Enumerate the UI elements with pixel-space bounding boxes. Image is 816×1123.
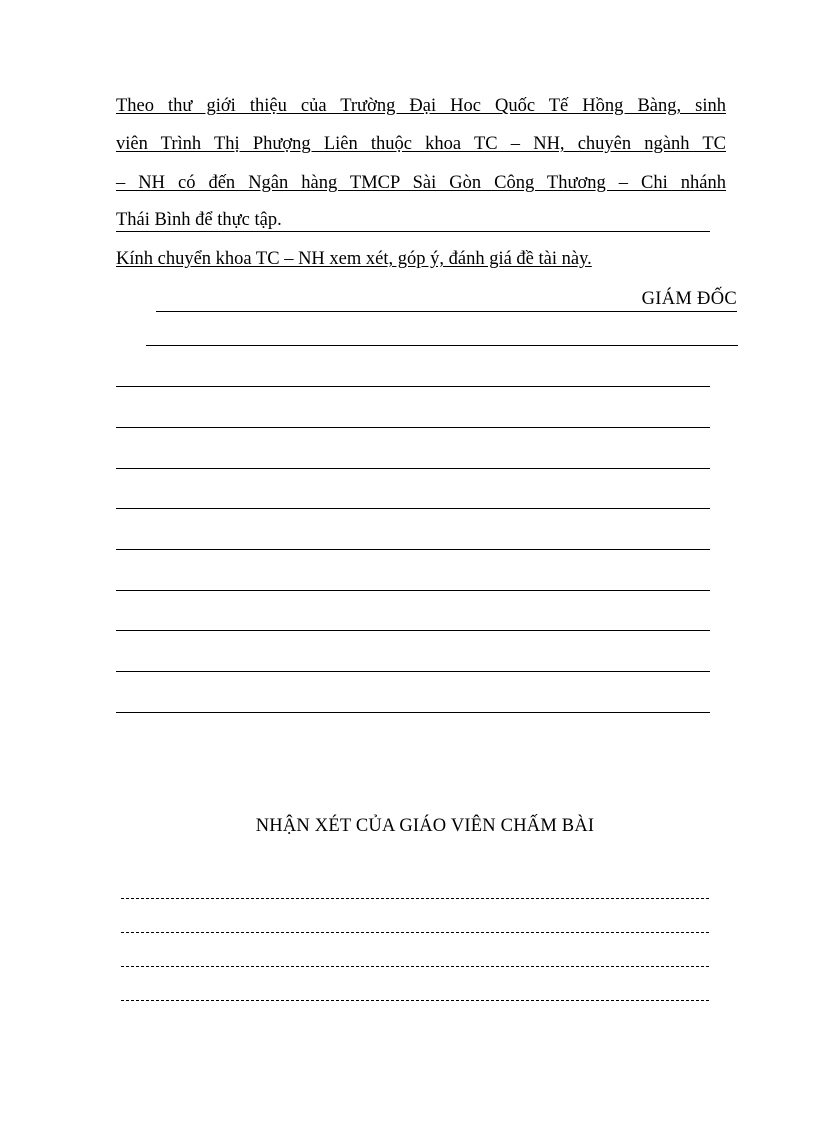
letter-line-4-text: Thái Bình để thực tập. <box>116 210 282 230</box>
blank-line <box>116 468 710 469</box>
blank-line <box>116 508 710 509</box>
blank-line <box>116 427 710 428</box>
dashed-line <box>121 932 709 933</box>
blank-line <box>116 590 710 591</box>
dashed-line <box>121 966 709 967</box>
letter-line-2: viên Trình Thị Phượng Liên thuộc khoa TC – NH, chuyên ngành TC <box>116 134 726 154</box>
signature-row <box>156 288 737 312</box>
letter-line-1: Theo thư giới thiệu của Trường Đại Hoc Quốc Tế Hồng Bàng, sinh <box>116 96 726 116</box>
blank-line <box>146 345 738 346</box>
blank-line <box>116 630 710 631</box>
dashed-line <box>121 1000 709 1001</box>
letter-line-4 <box>116 209 710 232</box>
dashed-line <box>121 898 709 899</box>
signature-title: GIÁM ĐỐC <box>641 289 737 309</box>
blank-line <box>116 712 710 713</box>
letter-line-3: – NH có đến Ngân hàng TMCP Sài Gòn Công Thương – Chi nhánh <box>116 173 726 193</box>
blank-line <box>116 549 710 550</box>
blank-line <box>116 671 710 672</box>
blank-line <box>116 386 710 387</box>
letter-line-5: Kính chuyển khoa TC – NH xem xét, góp ý, đánh giá đề tài này. <box>116 249 592 269</box>
review-heading: NHẬN XÉT CỦA GIÁO VIÊN CHẤM BÀI <box>255 816 595 836</box>
